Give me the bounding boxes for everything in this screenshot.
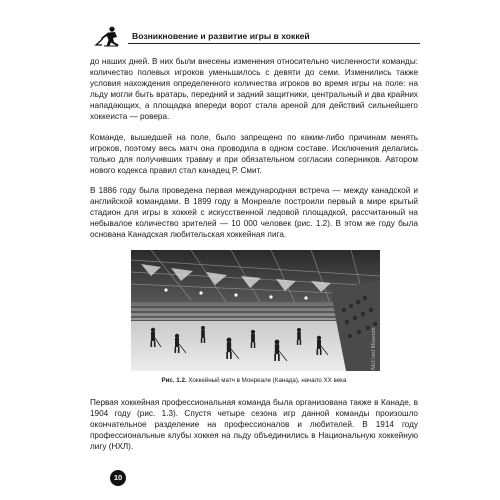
paragraph-1: до наших дней. В них были внесены изменения относительно численности команды: количество полевых игроков уменьшилось с девяти до семи. Изменились также условия нахождения определенного количества игроков во время игры на поле: на льду могли быть вратарь, передний и задний защитники, центральный и два крайних нападающих, а площадка впереди ворот стала ареной для действий сильнейшего хоккеиста — ровера. xyxy=(90,57,418,122)
figure-caption xyxy=(90,377,418,384)
paragraph-2: Команде, вышедшей на поле, было запрещено по каким-либо причинам менять игроков, поэтому весь матч она проводила в одном составе. Исключения делались только для получивших травму и при обязательном согласии соперников. Автором нового кодекса правил стал канадец Р. Смит. xyxy=(90,133,418,176)
paragraph-4: Первая хоккейная профессиональная команда была организована также в Канаде, в 1904 году (рис. 1.3). Спустя четыре сезона игр данной команды произошло окончательное разделение на профессионалов и любителей. В 1914 году профессиональные клубы хоккея на льду объединились в Национальную хоккейную лигу (НХЛ). xyxy=(90,398,418,452)
header-rule xyxy=(128,43,420,44)
hockey-player-icon xyxy=(92,26,132,48)
figure-hockey-match-photo xyxy=(131,250,380,371)
paragraph-3: В 1886 году была проведена первая международная встреча — между канадской и английской командами. В 1899 году в Монреале построили первый в мире крытый стадион для игры в хоккей с искусственной ледовой площадкой, рассчитанный на небывалое количество зрителей — 10 000 человек (рис. 1.2). В этом же году была основана Канадская любительская хоккейная лига. xyxy=(90,186,418,240)
header-title: Возникновение и развитие игры в хоккей xyxy=(132,31,310,41)
caption-text: Хоккейный матч в Монреале (Канада), начало XX века xyxy=(188,377,347,384)
caption-label: Рис. 1.2. xyxy=(161,377,187,384)
page-number: 10 xyxy=(110,470,126,486)
photo-watermark: McCord Museum xyxy=(371,327,377,370)
hockey-match-illustration xyxy=(131,250,380,371)
running-header xyxy=(92,26,420,48)
